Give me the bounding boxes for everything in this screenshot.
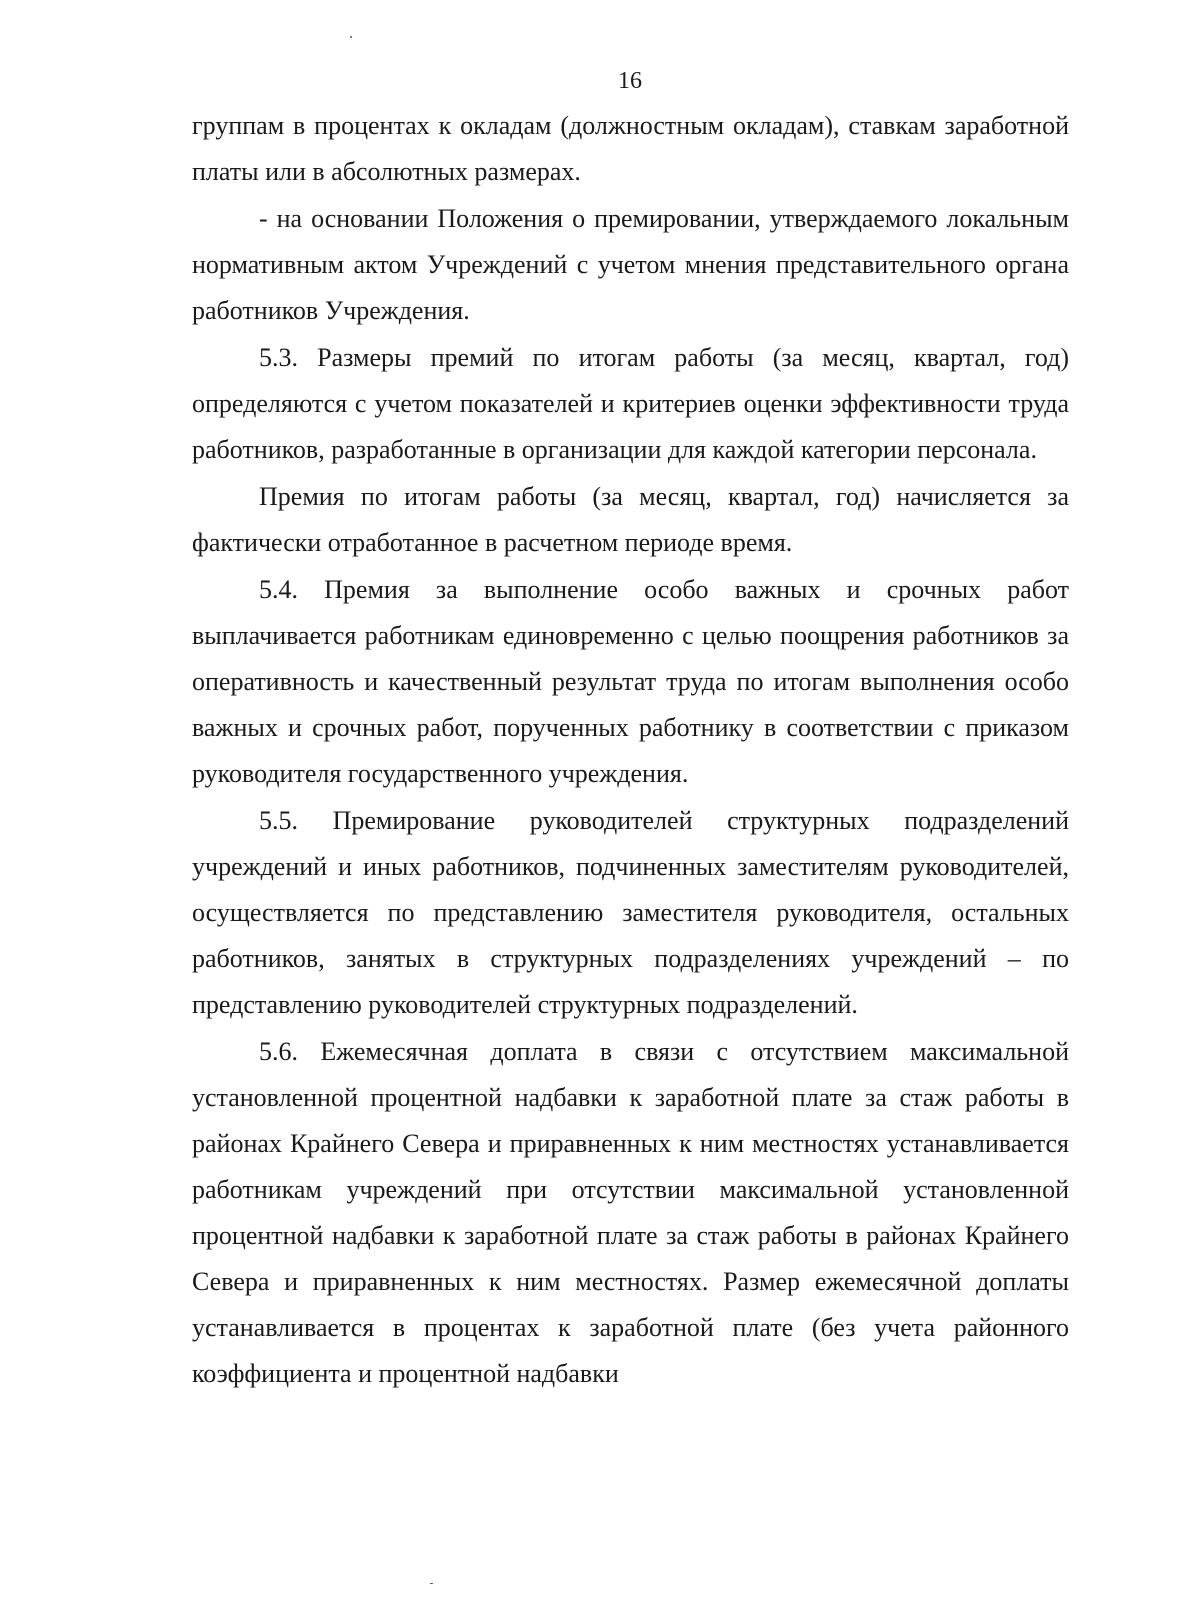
paragraph-5-6: 5.6. Ежемесячная доплата в связи с отсутствием максимальной установленной процентной надбавки к заработной плате за стаж работы в районах Крайнего Севера и приравненных к ним местностях устанавливается работникам учреждений при отсутствии максимальной установленной процентной надбавки к заработной плате за стаж работы в районах Крайнего Севера и приравненных к ним местностях. Размер ежемесячной доплаты устанавливается в процентах к заработной плате (без учета районного коэффициента и процентной надбавки (192, 1037, 1069, 1388)
scan-speck (350, 36, 352, 38)
paragraph-5-5: 5.5. Премирование руководителей структурных подразделений учреждений и иных работников, подчиненных заместителям руководителей, осуществляется по представлению заместителя руководителя, остальных работников, занятых в структурных подразделениях учреждений – по представлению руководителей структурных подразделений. (192, 806, 1069, 1019)
scan-speck (430, 1583, 433, 1584)
paragraph-5-3: 5.3. Размеры премий по итогам работы (за месяц, квартал, год) определяются с учетом показателей и критериев оценки эффективности труда работников, разработанные в организации для каждой категории персонала. (192, 343, 1069, 464)
paragraph-bonus-regulation: - на основании Положения о премировании, утверждаемого локальным нормативным актом Учреждений с учетом мнения представительного органа работников Учреждения. (192, 204, 1069, 325)
page-number: 16 (618, 68, 642, 94)
document-body (192, 103, 1069, 1397)
paragraph-5-4: 5.4. Премия за выполнение особо важных и срочных работ выплачивается работникам единовременно с целью поощрения работников за оперативность и качественный результат труда по итогам выполнения особо важных и срочных работ, порученных работнику в соответствии с приказом руководителя государственного учреждения. (192, 575, 1069, 788)
paragraph-5-3-accrual: Премия по итогам работы (за месяц, квартал, год) начисляется за фактически отработанное в расчетном периоде время. (192, 482, 1069, 557)
paragraph-continuation: группам в процентах к окладам (должностным окладам), ставкам заработной платы или в абсолютных размерах. (192, 111, 1069, 186)
